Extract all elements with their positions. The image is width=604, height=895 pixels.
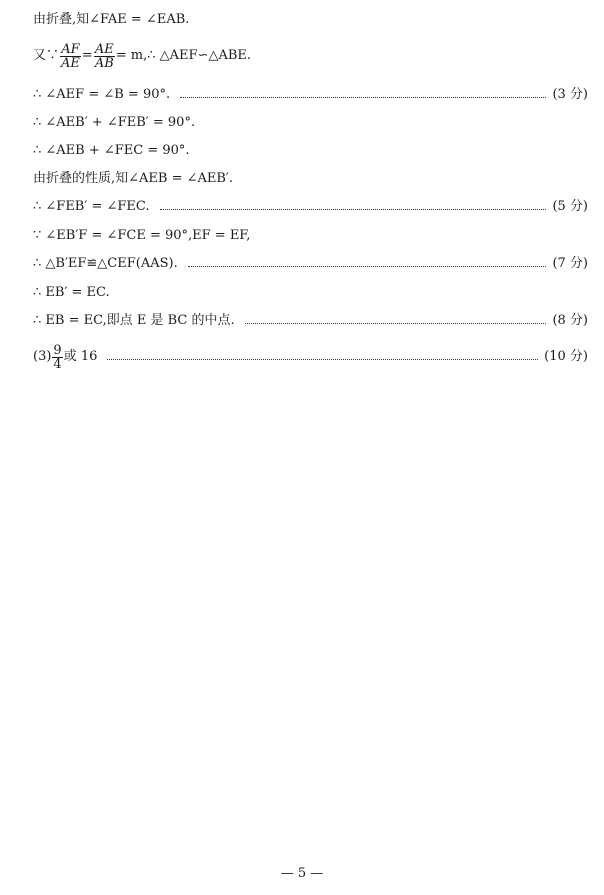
solution-line-8 (33, 226, 588, 246)
equals-sign: = (81, 48, 93, 63)
score-label: (10 分) (544, 349, 588, 364)
score-label: (3 分) (552, 87, 588, 102)
line-text: 由折叠的性质,知∠AEB = ∠AEB′. (33, 171, 234, 186)
line-suffix: = m,∴ △AEF∽△ABE. (115, 48, 252, 63)
solution-line-11 (33, 311, 588, 331)
fraction-nine-quarters (52, 344, 62, 371)
line-text: ∴ ∠AEB + ∠FEC = 90°. (33, 143, 190, 158)
fraction-denominator: 4 (53, 356, 62, 372)
solution-line-1 (33, 10, 588, 30)
score-label: (8 分) (552, 313, 588, 328)
fraction-denominator: AE (61, 55, 80, 71)
dot-leader (160, 209, 547, 210)
line-prefix: 又∵ (33, 48, 60, 63)
solution-line-12 (33, 339, 588, 375)
line-prefix: (3) (33, 349, 52, 364)
score-label: (5 分) (552, 199, 588, 214)
solution-line-4 (33, 113, 588, 133)
dot-leader (180, 97, 546, 98)
fraction-denominator: AB (94, 55, 114, 71)
line-text: 由折叠,知∠FAE = ∠EAB. (33, 12, 190, 27)
solution-line-9 (33, 254, 588, 274)
line-text: ∴ EB = EC,即点 E 是 BC 的中点. (33, 313, 235, 328)
dot-leader (107, 359, 538, 360)
solution-line-10 (33, 283, 588, 303)
solution-line-6 (33, 169, 588, 189)
solution-line-3 (33, 85, 588, 105)
fraction-numerator: 9 (53, 342, 62, 358)
fraction-af-ae (60, 43, 81, 70)
fraction-numerator: AE (94, 41, 114, 57)
line-text: ∴ △B′EF≌△CEF(AAS). (33, 256, 178, 271)
page-number: — 5 — (280, 866, 324, 881)
solution-line-5 (33, 141, 588, 161)
line-text: ∵ ∠EB′F = ∠FCE = 90°,EF = EF, (33, 228, 251, 243)
dot-leader (245, 323, 547, 324)
fraction-numerator: AF (61, 41, 80, 57)
line-text: ∴ EB′ = EC. (33, 285, 110, 300)
score-label: (7 分) (552, 256, 588, 271)
line-text: ∴ ∠AEB′ + ∠FEB′ = 90°. (33, 115, 196, 130)
solution-line-2 (33, 38, 588, 74)
fraction-ae-ab (94, 43, 115, 70)
dot-leader (188, 266, 547, 267)
solution-line-7 (33, 197, 588, 217)
line-text: ∴ ∠FEB′ = ∠FEC. (33, 199, 150, 214)
line-suffix: 或 16 (63, 349, 98, 364)
line-text: ∴ ∠AEF = ∠B = 90°. (33, 87, 171, 102)
